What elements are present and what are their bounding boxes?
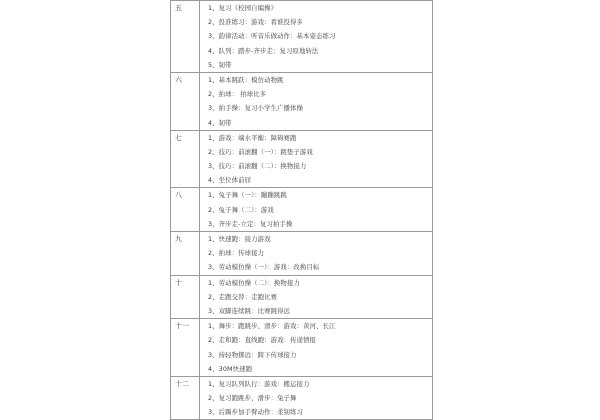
list-item: 3、后踢步加手臂动作：柔韧练习	[208, 408, 304, 417]
list-item: 2、拍球：传球接力	[208, 249, 265, 258]
content-cell	[200, 376, 433, 420]
list-item: 3、持轻物掷远：跨下传球接力	[208, 350, 297, 359]
content-cell	[200, 188, 433, 232]
list-item: 3、技巧：前滚翻（二）：换物接力	[208, 162, 307, 171]
list-item: 1、劳动模仿操（二）：换物接力	[208, 278, 300, 287]
week-cell: 十	[171, 275, 200, 319]
list-item: 3、双脚连续跳：比赛跳得远	[208, 306, 291, 315]
table-row	[171, 188, 433, 232]
table-row	[171, 232, 433, 276]
table-row	[171, 376, 433, 420]
table-row	[171, 319, 433, 377]
list-item: 1、复习队列队行：游戏：搬运接力	[208, 379, 310, 388]
schedule-table	[170, 0, 433, 420]
list-item: 4、30M快速跑	[208, 364, 253, 373]
list-item: 2、复习跑跳步、滑步：兔子舞	[208, 394, 297, 403]
table-row	[171, 130, 433, 188]
week-cell: 九	[171, 232, 200, 276]
list-item: 1、游戏：端水平衡：障碍赛跑	[208, 133, 297, 142]
list-item: 3、劳动模仿操（一）：游戏：改换目标	[208, 263, 320, 272]
list-item: 2、兔子舞（二）：游戏	[208, 205, 274, 214]
list-item: 2、投准练习：游戏：看谁投得多	[208, 18, 304, 27]
table-row	[171, 275, 433, 319]
list-item: 2、拍球： 拍球比多	[208, 90, 267, 99]
content-cell	[200, 232, 433, 276]
content-cell	[200, 72, 433, 130]
table-row	[171, 72, 433, 130]
list-item: 3、拍手操：复习小学生广播体操	[208, 104, 304, 113]
list-item: 2、走跑交替：走跑比赛	[208, 292, 278, 301]
week-cell: 七	[171, 130, 200, 188]
week-cell: 十二	[171, 376, 200, 420]
list-item: 5、韧带	[208, 60, 232, 69]
list-item: 1、兔子舞（一）：蹦蹦跳跳	[208, 191, 287, 200]
content-cell	[200, 275, 433, 319]
list-item: 1、快速跑：接力游戏	[208, 235, 271, 243]
list-item: 1、复习《校园自编操》	[208, 4, 278, 12]
list-item: 4、韧带	[208, 118, 232, 127]
list-item: 4、坐位体前屈	[208, 176, 252, 185]
content-cell	[200, 319, 433, 377]
list-item: 1、基本跳跃：模仿动物跳	[208, 75, 284, 84]
list-item: 3、齐步走-立定：复习拍手操	[208, 219, 293, 228]
list-item: 1、舞步：跑跳步、滑步：游戏：黄河、长江	[208, 322, 336, 331]
week-cell: 八	[171, 188, 200, 232]
content-cell	[200, 1, 433, 73]
week-cell: 五	[171, 1, 200, 73]
week-cell: 十一	[171, 319, 200, 377]
list-item: 3、韵律活动：听音乐做动作：基本姿态练习	[208, 32, 336, 41]
list-item: 4、队列：踏步-齐步走：复习原地转法	[208, 46, 319, 55]
table-row	[171, 1, 433, 73]
content-cell	[200, 130, 433, 188]
week-cell: 六	[171, 72, 200, 130]
list-item: 2、走和跑：直线跑：游戏：传递情报	[208, 336, 317, 345]
list-item: 2、技巧：前滚翻（一）：跳垫子游戏	[208, 147, 313, 156]
